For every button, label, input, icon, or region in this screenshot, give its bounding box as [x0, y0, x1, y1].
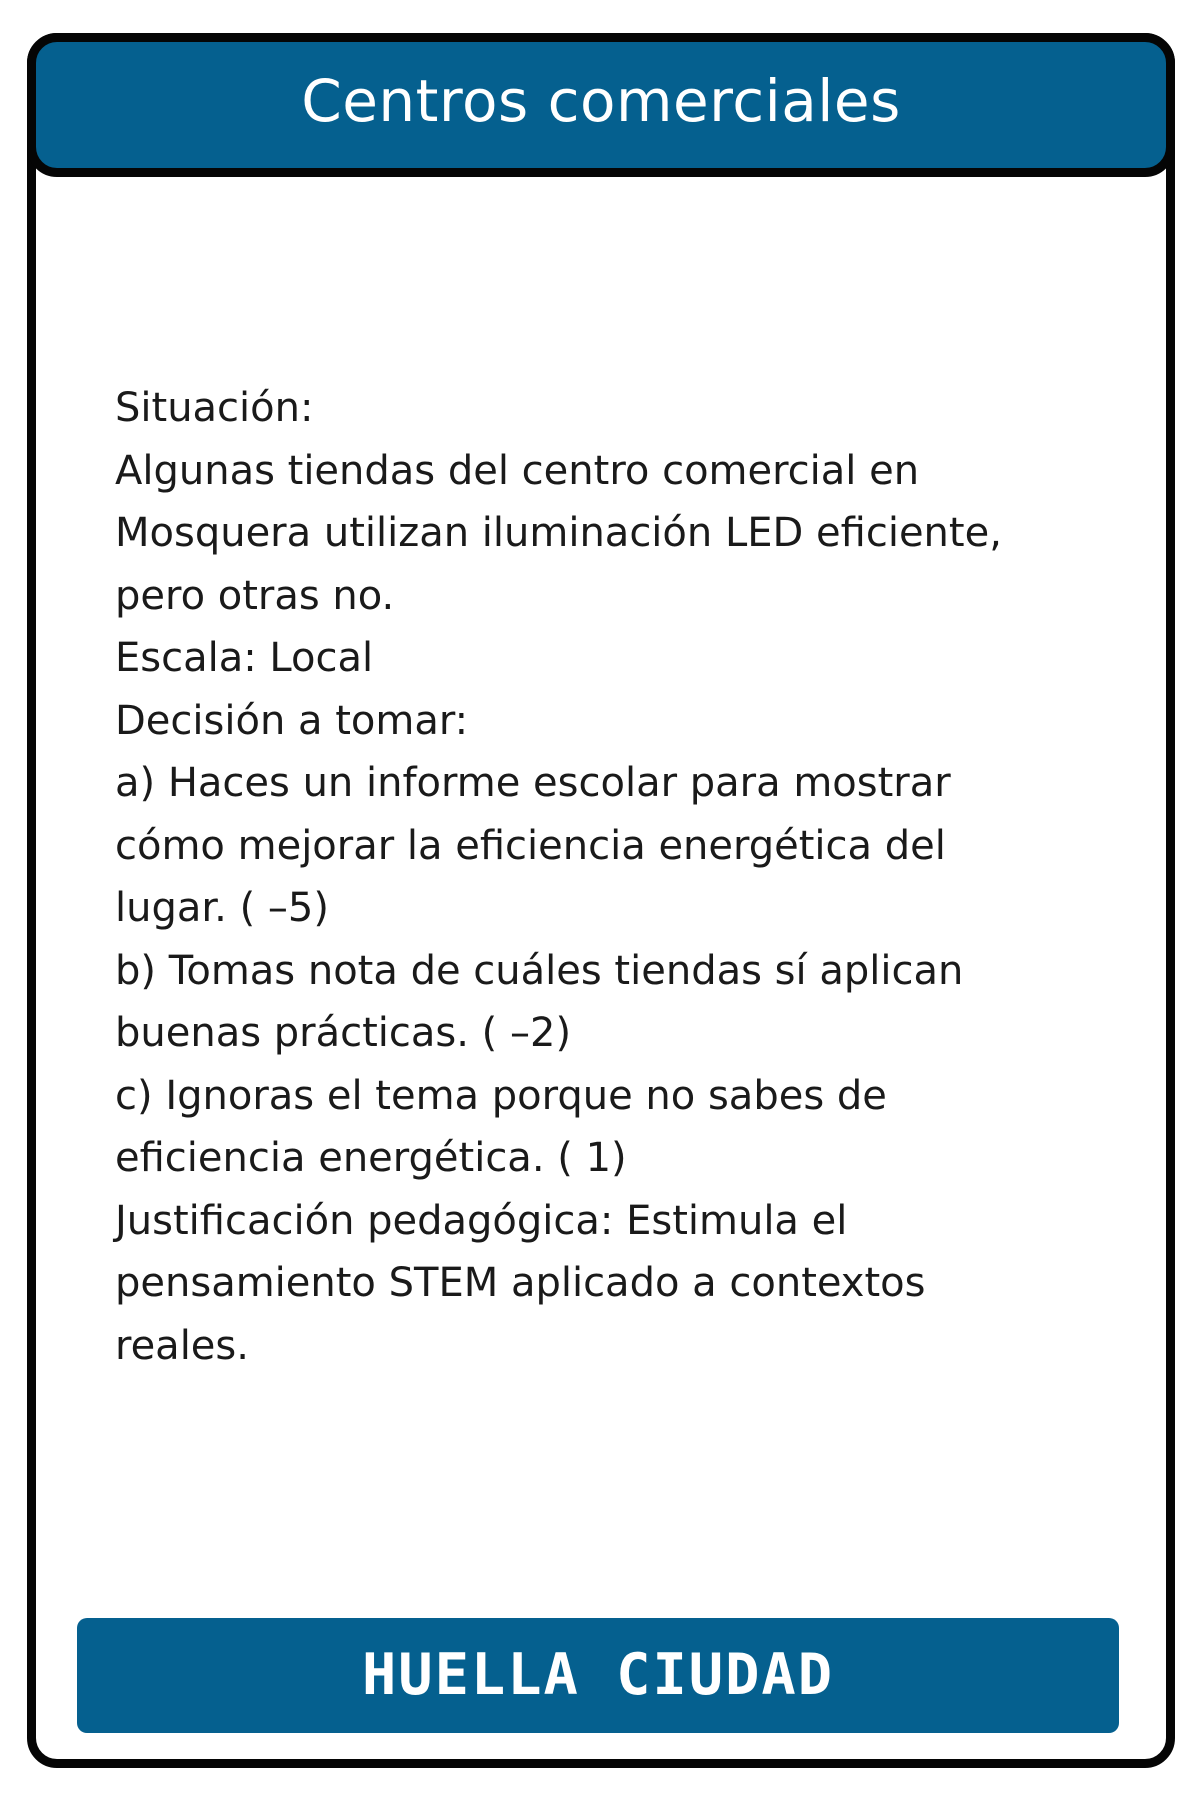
body-line: Escala: Local	[115, 635, 374, 681]
card-body	[115, 377, 1105, 1377]
option-c-line: c) Ignoras el tema porque no sabes de	[115, 1072, 887, 1119]
body-line: Algunas tiendas del centro comercial en	[115, 447, 920, 494]
footer-label: HUELLA CIUDAD	[361, 1642, 835, 1708]
option-a-line: lugar. ( –5)	[115, 885, 329, 931]
justification-line: reales.	[115, 1322, 249, 1369]
option-a-line: a) Haces un informe escolar para mostrar	[115, 760, 951, 806]
body-line: pero otras no.	[115, 572, 395, 619]
justification-line: Justificación pedagógica: Estimula el	[115, 1197, 848, 1244]
card-footer	[77, 1618, 1119, 1733]
body-line: Situación:	[115, 385, 314, 431]
body-line: Decisión a tomar:	[115, 697, 469, 744]
option-a-line: cómo mejorar la eficiencia energética del	[115, 822, 946, 869]
option-c-line: eficiencia energética. ( 1)	[115, 1135, 627, 1181]
option-b-line: buenas prácticas. ( –2)	[115, 1010, 572, 1056]
option-b-line: b) Tomas nota de cuáles tiendas sí aplican	[115, 947, 964, 994]
card-header	[27, 33, 1175, 177]
justification-line: pensamiento STEM aplicado a contextos	[115, 1260, 926, 1306]
body-line: Mosquera utilizan iluminación LED eficiente,	[115, 510, 1002, 556]
card-title: Centros comerciales	[301, 67, 901, 135]
